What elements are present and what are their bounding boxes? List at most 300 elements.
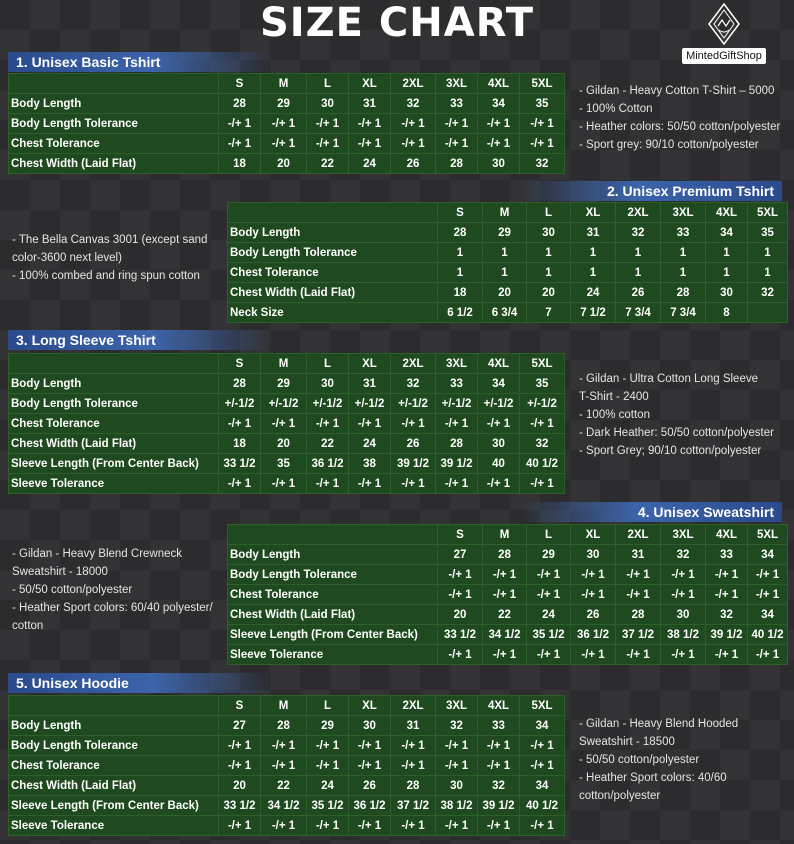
table-cell: -/+ 1 bbox=[261, 414, 307, 434]
section-heading-hoodie: 5. Unisex Hoodie bbox=[8, 673, 270, 693]
table-cell: 26 bbox=[391, 154, 436, 174]
row-label: Body Length bbox=[9, 374, 219, 394]
table-cell: 35 1/2 bbox=[307, 796, 349, 816]
size-table-hoodie bbox=[8, 695, 565, 836]
table-cell: -/+ 1 bbox=[616, 565, 661, 585]
table-cell: 28 bbox=[219, 374, 261, 394]
table-cell: 26 bbox=[571, 605, 616, 625]
table-cell: -/+ 1 bbox=[571, 565, 616, 585]
table-cell: -/+ 1 bbox=[527, 645, 571, 665]
table-cell: -/+ 1 bbox=[520, 474, 565, 494]
size-header-row bbox=[228, 525, 788, 545]
row-label: Body Length Tolerance bbox=[228, 243, 438, 263]
table-cell: 1 bbox=[661, 243, 706, 263]
table-cell: 28 bbox=[438, 223, 483, 243]
logo-text: MintedGiftShop bbox=[682, 48, 766, 64]
table-cell: -/+ 1 bbox=[307, 756, 349, 776]
table-cell: 27 bbox=[219, 716, 261, 736]
note-line: - Dark Heather: 50/50 cotton/polyester bbox=[579, 427, 774, 439]
table-cell: 30 bbox=[478, 154, 520, 174]
table-cell: 8 bbox=[706, 303, 748, 323]
table-row bbox=[228, 283, 788, 303]
table-cell: -/+ 1 bbox=[307, 816, 349, 836]
table-cell: 33 1/2 bbox=[438, 625, 483, 645]
note-line: Sweatshirt - 18500 bbox=[579, 736, 675, 748]
table-cell: 20 bbox=[438, 605, 483, 625]
table-cell: 30 bbox=[661, 605, 706, 625]
row-label: Chest Tolerance bbox=[228, 585, 438, 605]
table-cell: 29 bbox=[261, 374, 307, 394]
table-cell: -/+ 1 bbox=[520, 414, 565, 434]
row-label: Body Length Tolerance bbox=[9, 114, 219, 134]
table-cell: -/+ 1 bbox=[527, 585, 571, 605]
table-cell: -/+ 1 bbox=[571, 585, 616, 605]
table-cell: 34 bbox=[478, 94, 520, 114]
table-cell: 30 bbox=[307, 94, 349, 114]
table-cell: 6 1/2 bbox=[438, 303, 483, 323]
note-line: - 50/50 cotton/polyester bbox=[579, 754, 700, 766]
table-cell: -/+ 1 bbox=[219, 736, 261, 756]
table-cell: 1 bbox=[616, 263, 661, 283]
table-cell: 33 1/2 bbox=[219, 796, 261, 816]
table-cell: 1 bbox=[571, 263, 616, 283]
table-cell: -/+ 1 bbox=[520, 114, 565, 134]
table-cell: 33 bbox=[436, 374, 478, 394]
table-cell: 39 1/2 bbox=[706, 625, 748, 645]
row-label: Body Length Tolerance bbox=[9, 394, 219, 414]
table-cell: +/-1/2 bbox=[391, 394, 436, 414]
size-header-cell: M bbox=[261, 354, 307, 374]
table-cell: 35 bbox=[261, 454, 307, 474]
table-row bbox=[228, 303, 788, 323]
row-label: Chest Width (Laid Flat) bbox=[9, 154, 219, 174]
table-row bbox=[9, 154, 565, 174]
table-row bbox=[9, 736, 565, 756]
table-cell: -/+ 1 bbox=[571, 645, 616, 665]
size-header-row bbox=[9, 696, 565, 716]
table-row bbox=[9, 394, 565, 414]
size-header-cell: L bbox=[307, 74, 349, 94]
table-cell: 30 bbox=[706, 283, 748, 303]
table-cell: 34 bbox=[706, 223, 748, 243]
table-cell: 18 bbox=[438, 283, 483, 303]
table-cell: 30 bbox=[527, 223, 571, 243]
table-cell: 28 bbox=[661, 283, 706, 303]
table-cell: 24 bbox=[307, 776, 349, 796]
table-cell: +/-1/2 bbox=[261, 394, 307, 414]
table-cell: +/-1/2 bbox=[219, 394, 261, 414]
row-label: Sleeve Length (From Center Back) bbox=[228, 625, 438, 645]
table-cell: 28 bbox=[219, 94, 261, 114]
note-line: - Heather Sport colors: 60/40 polyester/ bbox=[12, 602, 213, 614]
table-cell: 22 bbox=[307, 434, 349, 454]
size-header-cell: S bbox=[438, 203, 483, 223]
note-line: cotton/polyester bbox=[579, 790, 661, 802]
size-header-cell: L bbox=[307, 354, 349, 374]
size-header-cell: M bbox=[483, 203, 527, 223]
table-cell: 35 bbox=[748, 223, 788, 243]
size-header-cell: 4XL bbox=[478, 74, 520, 94]
table-cell: 1 bbox=[527, 243, 571, 263]
table-cell: 31 bbox=[571, 223, 616, 243]
size-header-cell: M bbox=[483, 525, 527, 545]
table-cell: -/+ 1 bbox=[391, 474, 436, 494]
note-line: - 100% Cotton bbox=[579, 103, 653, 115]
row-label: Sleeve Tolerance bbox=[228, 645, 438, 665]
table-cell: -/+ 1 bbox=[219, 114, 261, 134]
note-line: - Gildan - Ultra Cotton Long Sleeve bbox=[579, 373, 758, 385]
table-cell: +/-1/2 bbox=[349, 394, 391, 414]
table-cell: -/+ 1 bbox=[483, 565, 527, 585]
table-cell: 7 3/4 bbox=[661, 303, 706, 323]
note-line: - Sport Grey; 90/10 cotton/polyester bbox=[579, 445, 762, 457]
table-cell: +/-1/2 bbox=[478, 394, 520, 414]
table-cell: 7 bbox=[527, 303, 571, 323]
table-row bbox=[228, 605, 788, 625]
table-cell: -/+ 1 bbox=[436, 816, 478, 836]
table-cell: 32 bbox=[616, 223, 661, 243]
row-label: Body Length bbox=[9, 94, 219, 114]
table-cell: -/+ 1 bbox=[436, 756, 478, 776]
table-cell: -/+ 1 bbox=[520, 134, 565, 154]
size-header-row bbox=[9, 354, 565, 374]
table-cell: -/+ 1 bbox=[436, 736, 478, 756]
size-header-cell: 2XL bbox=[391, 696, 436, 716]
size-header-cell: S bbox=[438, 525, 483, 545]
table-cell: 24 bbox=[349, 154, 391, 174]
table-cell: 24 bbox=[571, 283, 616, 303]
table-cell: 34 bbox=[748, 545, 788, 565]
table-cell: -/+ 1 bbox=[307, 736, 349, 756]
table-cell: -/+ 1 bbox=[748, 565, 788, 585]
table-cell: 1 bbox=[483, 243, 527, 263]
row-label: Neck Size bbox=[228, 303, 438, 323]
table-cell: 26 bbox=[391, 434, 436, 454]
table-cell: 1 bbox=[616, 243, 661, 263]
table-cell: 1 bbox=[748, 263, 788, 283]
table-cell: -/+ 1 bbox=[261, 474, 307, 494]
table-cell: -/+ 1 bbox=[748, 585, 788, 605]
header-label-cell bbox=[9, 354, 219, 374]
table-cell: 30 bbox=[349, 716, 391, 736]
table-cell: -/+ 1 bbox=[438, 585, 483, 605]
table-cell: -/+ 1 bbox=[391, 414, 436, 434]
size-header-cell: 5XL bbox=[520, 354, 565, 374]
header-label-cell bbox=[9, 74, 219, 94]
header-label-cell bbox=[228, 203, 438, 223]
row-label: Body Length bbox=[9, 716, 219, 736]
table-row bbox=[228, 223, 788, 243]
table-cell: 30 bbox=[436, 776, 478, 796]
table-cell: -/+ 1 bbox=[706, 585, 748, 605]
table-cell: -/+ 1 bbox=[478, 816, 520, 836]
table-cell: 28 bbox=[616, 605, 661, 625]
table-cell: -/+ 1 bbox=[520, 816, 565, 836]
size-table-basic-tshirt bbox=[8, 73, 565, 174]
table-row bbox=[228, 625, 788, 645]
table-cell: 1 bbox=[483, 263, 527, 283]
table-cell: -/+ 1 bbox=[616, 585, 661, 605]
table-cell: 39 1/2 bbox=[436, 454, 478, 474]
row-label: Body Length Tolerance bbox=[9, 736, 219, 756]
note-line: - Gildan - Heavy Cotton T-Shirt – 5000 bbox=[579, 85, 775, 97]
table-cell: 24 bbox=[527, 605, 571, 625]
table-cell: 27 bbox=[438, 545, 483, 565]
table-cell: -/+ 1 bbox=[478, 474, 520, 494]
table-cell: 32 bbox=[520, 434, 565, 454]
note-line: - 100% cotton bbox=[579, 409, 650, 421]
table-cell: 36 1/2 bbox=[349, 796, 391, 816]
table-cell: 39 1/2 bbox=[478, 796, 520, 816]
size-header-cell: XL bbox=[349, 354, 391, 374]
size-header-cell: S bbox=[219, 354, 261, 374]
size-table-sweatshirt bbox=[227, 524, 788, 665]
table-cell bbox=[748, 303, 788, 323]
table-row bbox=[228, 585, 788, 605]
table-cell: 20 bbox=[219, 776, 261, 796]
table-cell: 29 bbox=[527, 545, 571, 565]
table-cell: 1 bbox=[706, 243, 748, 263]
table-cell: -/+ 1 bbox=[748, 645, 788, 665]
table-cell: 32 bbox=[391, 374, 436, 394]
table-cell: 26 bbox=[349, 776, 391, 796]
row-label: Sleeve Tolerance bbox=[9, 474, 219, 494]
row-label: Body Length bbox=[228, 545, 438, 565]
table-cell: 1 bbox=[706, 263, 748, 283]
row-label: Chest Tolerance bbox=[9, 134, 219, 154]
size-header-cell: 3XL bbox=[436, 354, 478, 374]
table-cell: 1 bbox=[527, 263, 571, 283]
table-cell: -/+ 1 bbox=[349, 134, 391, 154]
size-header-row bbox=[9, 74, 565, 94]
table-cell: 22 bbox=[307, 154, 349, 174]
size-header-cell: 4XL bbox=[706, 203, 748, 223]
note-line: color-3600 next level) bbox=[12, 252, 122, 264]
table-cell: +/-1/2 bbox=[520, 394, 565, 414]
row-label: Sleeve Length (From Center Back) bbox=[9, 796, 219, 816]
size-header-cell: 2XL bbox=[391, 354, 436, 374]
table-cell: -/+ 1 bbox=[391, 134, 436, 154]
size-table-long-sleeve bbox=[8, 353, 565, 494]
note-line: - Gildan - Heavy Blend Crewneck bbox=[12, 548, 183, 560]
table-cell: -/+ 1 bbox=[307, 414, 349, 434]
table-cell: 35 bbox=[520, 374, 565, 394]
table-cell: 26 bbox=[616, 283, 661, 303]
table-row bbox=[9, 374, 565, 394]
table-row bbox=[9, 454, 565, 474]
table-cell: -/+ 1 bbox=[520, 736, 565, 756]
table-row bbox=[228, 645, 788, 665]
size-header-cell: 3XL bbox=[661, 203, 706, 223]
section-heading-sweatshirt: 4. Unisex Sweatshirt bbox=[520, 502, 782, 522]
table-cell: 29 bbox=[307, 716, 349, 736]
table-cell: -/+ 1 bbox=[436, 134, 478, 154]
size-header-cell: 4XL bbox=[706, 525, 748, 545]
table-cell: 28 bbox=[483, 545, 527, 565]
table-row bbox=[9, 776, 565, 796]
table-row bbox=[228, 545, 788, 565]
size-header-cell: XL bbox=[349, 74, 391, 94]
table-cell: 34 1/2 bbox=[261, 796, 307, 816]
table-cell: 31 bbox=[349, 374, 391, 394]
table-row bbox=[228, 243, 788, 263]
header-label-cell bbox=[228, 525, 438, 545]
table-cell: 33 bbox=[436, 94, 478, 114]
table-cell: -/+ 1 bbox=[520, 756, 565, 776]
table-cell: -/+ 1 bbox=[391, 736, 436, 756]
table-cell: 32 bbox=[520, 154, 565, 174]
size-header-cell: L bbox=[307, 696, 349, 716]
table-cell: -/+ 1 bbox=[438, 645, 483, 665]
table-cell: 29 bbox=[483, 223, 527, 243]
table-cell: -/+ 1 bbox=[436, 474, 478, 494]
row-label: Chest Width (Laid Flat) bbox=[228, 283, 438, 303]
table-row bbox=[228, 263, 788, 283]
table-cell: -/+ 1 bbox=[661, 645, 706, 665]
size-header-cell: XL bbox=[349, 696, 391, 716]
table-cell: 7 1/2 bbox=[571, 303, 616, 323]
row-label: Chest Width (Laid Flat) bbox=[9, 434, 219, 454]
table-cell: 18 bbox=[219, 434, 261, 454]
table-cell: 38 1/2 bbox=[436, 796, 478, 816]
table-cell: -/+ 1 bbox=[349, 414, 391, 434]
note-line: - Sport grey: 90/10 cotton/polyester bbox=[579, 139, 759, 151]
section-heading-long-sleeve: 3. Long Sleeve Tshirt bbox=[8, 330, 270, 350]
table-cell: -/+ 1 bbox=[219, 816, 261, 836]
size-header-cell: 3XL bbox=[661, 525, 706, 545]
table-cell: 34 bbox=[478, 374, 520, 394]
table-cell: -/+ 1 bbox=[478, 736, 520, 756]
row-label: Chest Width (Laid Flat) bbox=[9, 776, 219, 796]
row-label: Chest Tolerance bbox=[9, 414, 219, 434]
table-cell: 33 bbox=[478, 716, 520, 736]
table-cell: 1 bbox=[661, 263, 706, 283]
table-cell: 20 bbox=[483, 283, 527, 303]
table-cell: 33 1/2 bbox=[219, 454, 261, 474]
table-cell: 1 bbox=[748, 243, 788, 263]
page-title: SIZE CHART bbox=[259, 0, 535, 46]
size-header-cell: 2XL bbox=[616, 525, 661, 545]
table-cell: -/+ 1 bbox=[391, 756, 436, 776]
note-line: - Heather colors: 50/50 cotton/polyester bbox=[579, 121, 781, 133]
table-cell: 20 bbox=[261, 434, 307, 454]
table-cell: 30 bbox=[307, 374, 349, 394]
table-cell: -/+ 1 bbox=[391, 114, 436, 134]
notes-basic-tshirt bbox=[579, 82, 780, 154]
notes-long-sleeve bbox=[579, 370, 774, 460]
table-cell: 33 bbox=[661, 223, 706, 243]
table-cell: 32 bbox=[706, 605, 748, 625]
table-cell: 39 1/2 bbox=[391, 454, 436, 474]
table-cell: 40 bbox=[478, 454, 520, 474]
size-header-cell: 2XL bbox=[616, 203, 661, 223]
table-cell: -/+ 1 bbox=[483, 645, 527, 665]
table-cell: 34 bbox=[748, 605, 788, 625]
note-line: - Gildan - Heavy Blend Hooded bbox=[579, 718, 739, 730]
table-cell: 30 bbox=[571, 545, 616, 565]
table-cell: 1 bbox=[571, 243, 616, 263]
table-cell: 35 1/2 bbox=[527, 625, 571, 645]
table-row bbox=[9, 474, 565, 494]
table-row bbox=[9, 796, 565, 816]
table-cell: -/+ 1 bbox=[349, 756, 391, 776]
table-cell: -/+ 1 bbox=[349, 474, 391, 494]
table-cell: -/+ 1 bbox=[349, 816, 391, 836]
table-cell: 38 1/2 bbox=[661, 625, 706, 645]
size-header-cell: M bbox=[261, 74, 307, 94]
table-cell: -/+ 1 bbox=[483, 585, 527, 605]
table-cell: -/+ 1 bbox=[261, 134, 307, 154]
table-cell: -/+ 1 bbox=[349, 114, 391, 134]
table-cell: -/+ 1 bbox=[706, 565, 748, 585]
size-header-cell: XL bbox=[571, 525, 616, 545]
size-header-cell: L bbox=[527, 525, 571, 545]
table-cell: 1 bbox=[438, 243, 483, 263]
table-row bbox=[9, 816, 565, 836]
table-cell: 30 bbox=[478, 434, 520, 454]
table-row bbox=[9, 414, 565, 434]
table-cell: 28 bbox=[436, 434, 478, 454]
table-cell: 20 bbox=[261, 154, 307, 174]
diamond-logo-icon bbox=[707, 2, 741, 46]
table-cell: 22 bbox=[483, 605, 527, 625]
row-label: Chest Tolerance bbox=[9, 756, 219, 776]
notes-sweatshirt bbox=[12, 545, 213, 635]
table-cell: -/+ 1 bbox=[261, 816, 307, 836]
size-header-cell: 3XL bbox=[436, 696, 478, 716]
notes-premium-tshirt bbox=[12, 231, 207, 285]
table-cell: 31 bbox=[391, 716, 436, 736]
table-cell: -/+ 1 bbox=[307, 474, 349, 494]
size-header-cell: 4XL bbox=[478, 354, 520, 374]
note-line: T-Shirt - 2400 bbox=[579, 391, 649, 403]
table-cell: 36 1/2 bbox=[571, 625, 616, 645]
table-cell: -/+ 1 bbox=[661, 585, 706, 605]
size-header-cell: 5XL bbox=[520, 696, 565, 716]
table-cell: 29 bbox=[261, 94, 307, 114]
table-cell: 32 bbox=[748, 283, 788, 303]
table-cell: -/+ 1 bbox=[391, 816, 436, 836]
table-cell: -/+ 1 bbox=[349, 736, 391, 756]
note-line: - The Bella Canvas 3001 (except sand bbox=[12, 234, 208, 246]
table-cell: 31 bbox=[616, 545, 661, 565]
table-cell: -/+ 1 bbox=[478, 756, 520, 776]
table-cell: 32 bbox=[436, 716, 478, 736]
size-header-cell: S bbox=[219, 74, 261, 94]
brand-logo bbox=[665, 2, 783, 76]
table-row bbox=[9, 114, 565, 134]
table-cell: 37 1/2 bbox=[616, 625, 661, 645]
size-header-cell: L bbox=[527, 203, 571, 223]
table-cell: -/+ 1 bbox=[219, 474, 261, 494]
table-row bbox=[228, 565, 788, 585]
table-cell: 1 bbox=[438, 263, 483, 283]
table-cell: 32 bbox=[391, 94, 436, 114]
note-line: - Heather Sport colors: 40/60 bbox=[579, 772, 727, 784]
table-cell: 36 1/2 bbox=[307, 454, 349, 474]
size-header-cell: S bbox=[219, 696, 261, 716]
table-cell: 32 bbox=[478, 776, 520, 796]
table-cell: 40 1/2 bbox=[520, 454, 565, 474]
row-label: Sleeve Length (From Center Back) bbox=[9, 454, 219, 474]
row-label: Chest Width (Laid Flat) bbox=[228, 605, 438, 625]
table-cell: 6 3/4 bbox=[483, 303, 527, 323]
size-header-row bbox=[228, 203, 788, 223]
table-row bbox=[9, 434, 565, 454]
note-line: - 50/50 cotton/polyester bbox=[12, 584, 133, 596]
table-cell: 32 bbox=[661, 545, 706, 565]
table-cell: 28 bbox=[261, 716, 307, 736]
